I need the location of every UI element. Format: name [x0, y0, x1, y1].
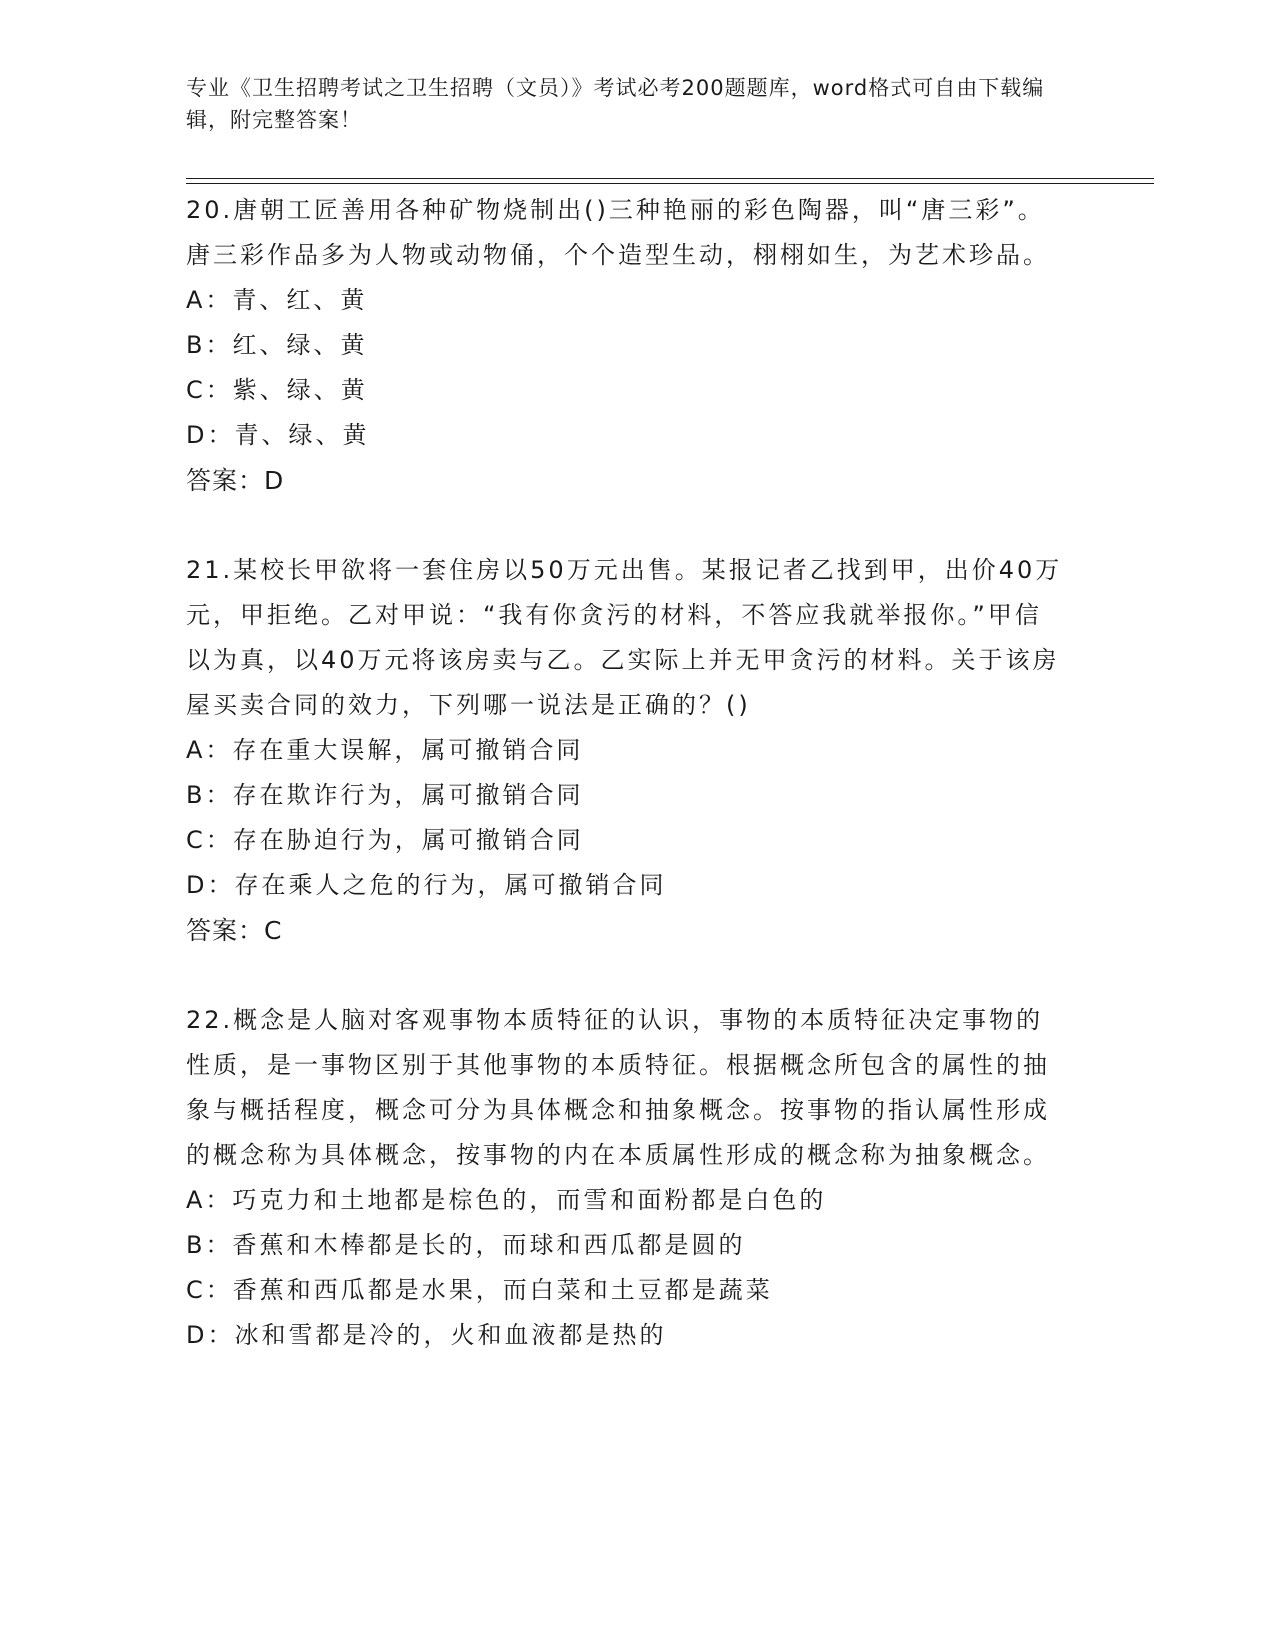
question-text: 22.概念是人脑对客观事物本质特征的认识，事物的本质特征决定事物的性质，是一事物区别于其他事物的本质特征。根据概念所包含的属性的抽象与概括程度，概念可分为具体概念和抽象概念。按事物的指认属性形成的概念称为具体概念，按事物的内在本质属性形成的概念称为抽象概念。	[186, 1006, 1050, 1169]
option-d: D：冰和雪都是冷的，火和血液都是热的	[186, 1321, 667, 1349]
question-22	[186, 998, 1066, 1358]
header-divider	[186, 178, 1154, 184]
question-text: 21.某校长甲欲将一套住房以50万元出售。某报记者乙找到甲，出价40万元，甲拒绝。乙对甲说：“我有你贪污的材料，不答应我就举报你。”甲信以为真，以40万元将该房卖与乙。乙实际上并无甲贪污的材料。关于该房屋买卖合同的效力，下列哪一说法是正确的？()	[186, 556, 1063, 719]
option-b: B：香蕉和木棒都是长的，而球和西瓜都是圆的	[186, 1231, 746, 1259]
option-a: A：青、红、黄	[186, 286, 368, 314]
option-a: A：巧克力和土地都是棕色的，而雪和面粉都是白色的	[186, 1186, 827, 1214]
answer: 答案：D	[186, 466, 285, 495]
option-d: D：青、绿、黄	[186, 421, 370, 449]
option-d: D：存在乘人之危的行为，属可撤销合同	[186, 871, 667, 899]
question-21	[186, 548, 1066, 954]
answer: 答案：C	[186, 916, 283, 945]
option-c: C：紫、绿、黄	[186, 376, 368, 404]
option-c: C：存在胁迫行为，属可撤销合同	[186, 826, 584, 854]
option-a: A：存在重大误解，属可撤销合同	[186, 736, 584, 764]
option-c: C：香蕉和西瓜都是水果，而白菜和土豆都是蔬菜	[186, 1276, 773, 1304]
document-intro: 专业《卫生招聘考试之卫生招聘（文员）》考试必考200题题库，word格式可自由下载编辑，附完整答案！	[186, 76, 1045, 132]
option-b: B：红、绿、黄	[186, 331, 368, 359]
question-20	[186, 188, 1066, 504]
question-list	[186, 188, 1066, 1402]
question-text: 20.唐朝工匠善用各种矿物烧制出()三种艳丽的彩色陶器，叫“唐三彩”。唐三彩作品多为人物或动物俑，个个造型生动，栩栩如生，为艺术珍品。	[186, 196, 1050, 269]
option-b: B：存在欺诈行为，属可撤销合同	[186, 781, 584, 809]
